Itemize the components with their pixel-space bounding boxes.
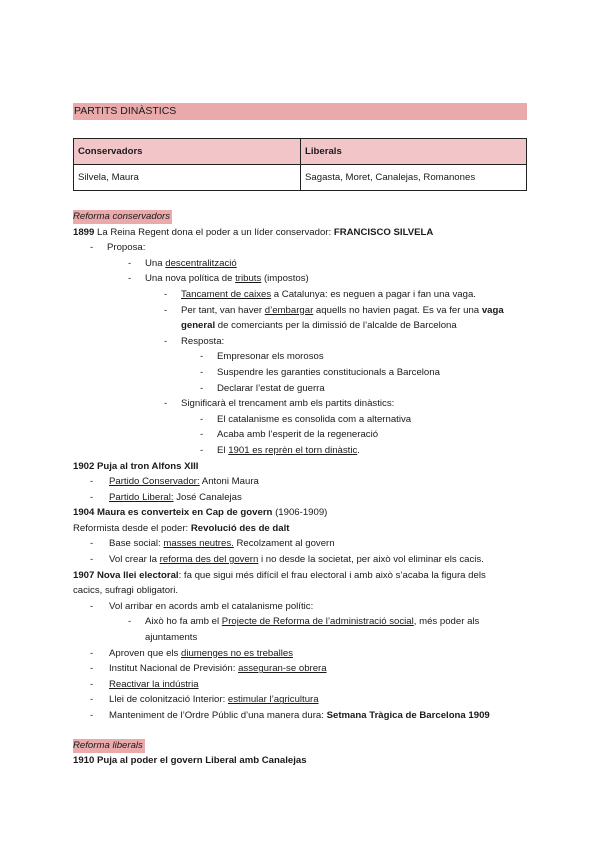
list-item <box>73 303 527 319</box>
table-cell: Silvela, Maura <box>74 165 301 191</box>
list-item-text: Tancament de caixes a Catalunya: es neguen a pagar i fan una vaga. <box>181 288 476 300</box>
list-item-continuation <box>73 630 527 646</box>
bullet-dash: - <box>90 694 94 706</box>
list-item-text: Reactivar la indústria <box>109 678 199 690</box>
list-item <box>73 661 527 677</box>
list-item <box>73 490 527 506</box>
list-item-text: Per tant, van haver d’embargar aquells no havien pagat. Es va fer una vaga <box>181 304 504 316</box>
list-item-text: Aproven que els diumenges no es treballes <box>109 647 293 659</box>
list-item-text: Empresonar els morosos <box>217 351 324 363</box>
bullet-dash: - <box>200 382 204 394</box>
bullet-dash: - <box>90 476 94 488</box>
paragraph-1907: 1907 Nova llei electoral: fa que sigui més difícil el frau electoral i amb això s’acaba la figura dels <box>73 569 486 581</box>
list-item-text: El 1901 es reprèn el torn dinàstic. <box>217 444 360 456</box>
list-item-text: Significarà el trencament amb els partits dinàstics: <box>181 398 395 410</box>
list-item <box>73 692 527 708</box>
list-item-text: Una nova política de tributs (impostos) <box>145 273 309 285</box>
bullet-dash: - <box>164 288 168 300</box>
list-item-text: Vol crear la reforma des del govern i no desde la societat, per això vol eliminar els cacis. <box>109 554 484 566</box>
paragraph-1899 <box>73 225 527 241</box>
list-item <box>73 365 527 381</box>
list-item-text: Això ho fa amb el Projecte de Reforma de l’administració social, més poder als <box>145 616 480 628</box>
list-item-text: El catalanisme es consolida com a alternativa <box>217 413 412 425</box>
list-item <box>73 552 527 568</box>
bullet-dash: - <box>164 398 168 410</box>
list-item <box>73 334 527 350</box>
bullet-dash: - <box>90 647 94 659</box>
list-item-text: Acaba amb l’esperit de la regeneració <box>217 429 379 441</box>
list-item-text: Partido Liberal: José Canalejas <box>109 491 242 503</box>
list-item-text: Resposta: <box>181 335 225 347</box>
bullet-dash: - <box>164 335 168 347</box>
list-item-text: Vol arribar en acords amb el catalanisme polític: <box>109 600 314 612</box>
bullet-dash: - <box>90 678 94 690</box>
bullet-dash: - <box>200 444 204 456</box>
table-header-cell: Liberals <box>301 139 527 165</box>
list-item <box>73 614 527 630</box>
list-item-text: Manteniment de l’Ordre Públic d’una manera dura: Setmana Tràgica de Barcelona 1909 <box>109 710 490 721</box>
list-item-text: Una descentralització <box>145 257 237 269</box>
bullet-dash: - <box>90 242 94 254</box>
year-1899: 1899 <box>73 226 95 238</box>
section-label-conservadors: Reforma conservadors <box>73 211 171 222</box>
list-item <box>73 381 527 397</box>
bullet-dash: - <box>128 257 132 269</box>
bullet-dash: - <box>128 273 132 285</box>
list-item-text: Proposa: <box>107 242 146 254</box>
list-item <box>73 708 527 724</box>
list-item <box>73 536 527 552</box>
paragraph-1910: 1910 Puja al poder el govern Liberal amb Canalejas <box>73 755 307 767</box>
paragraph-1902: 1902 Puja al tron Alfons XIII <box>73 460 199 472</box>
table-header-row <box>74 139 527 165</box>
bullet-dash: - <box>90 491 94 503</box>
section-label-liberals: Reforma liberals <box>73 739 143 751</box>
list-item-text: Llei de colonització Interior: estimular l’agricultura <box>109 694 319 706</box>
bullet-dash: - <box>90 554 94 566</box>
list-item <box>73 349 527 365</box>
document-body <box>73 209 527 769</box>
bullet-dash: - <box>128 616 132 628</box>
bullet-dash: - <box>200 429 204 441</box>
list-item-text: Suspendre les garanties constitucionals a Barcelona <box>217 366 440 378</box>
list-item <box>73 256 527 272</box>
section-heading <box>73 209 527 225</box>
spacer <box>73 724 527 738</box>
list-item-text: Institut Nacional de Previsión: asseguran-se obrera <box>109 663 327 675</box>
table-cell: Sagasta, Moret, Canalejas, Romanones <box>301 165 527 191</box>
paragraph-1907-continuation: cacics, sufragi obligatori. <box>73 585 179 597</box>
list-item <box>73 287 527 303</box>
parties-table <box>73 138 527 191</box>
bullet-dash: - <box>90 663 94 675</box>
list-item <box>73 412 527 428</box>
list-item <box>73 427 527 443</box>
bullet-dash: - <box>90 710 94 721</box>
table-header-cell: Conservadors <box>74 139 301 165</box>
list-item <box>73 474 527 490</box>
list-item-text: Declarar l’estat de guerra <box>217 382 325 394</box>
bullet-dash: - <box>90 600 94 612</box>
list-item <box>73 443 527 459</box>
paragraph-1904: 1904 Maura es converteix en Cap de govern (1906-1909) <box>73 507 328 519</box>
silvela-name: FRANCISCO SILVELA <box>333 226 434 238</box>
list-item <box>73 599 527 615</box>
paragraph-reformista: Reformista desde el poder: Revolució des de dalt <box>73 522 290 534</box>
list-item <box>73 646 527 662</box>
list-item <box>73 271 527 287</box>
list-item <box>73 396 527 412</box>
page-title: PARTITS DINÀSTICS <box>73 103 527 120</box>
table-row <box>74 165 527 191</box>
list-item <box>73 677 527 693</box>
list-item-text: ajuntaments <box>145 632 198 644</box>
section-heading <box>73 738 527 754</box>
list-item-text: general de comerciants per la dimissió de l’alcalde de Barcelona <box>181 320 457 332</box>
list-item <box>73 240 527 256</box>
bullet-dash: - <box>200 413 204 425</box>
list-item-text: Base social: masses neutres. Recolzament al govern <box>109 538 335 550</box>
bullet-dash: - <box>90 538 94 550</box>
bullet-dash: - <box>164 304 168 316</box>
list-item-text: Partido Conservador: Antoni Maura <box>109 476 259 488</box>
bullet-dash: - <box>200 366 204 378</box>
bullet-dash: - <box>200 351 204 363</box>
text: La Reina Regent dona el poder a un líder conservador: <box>94 226 334 238</box>
list-item-continuation <box>73 318 527 334</box>
